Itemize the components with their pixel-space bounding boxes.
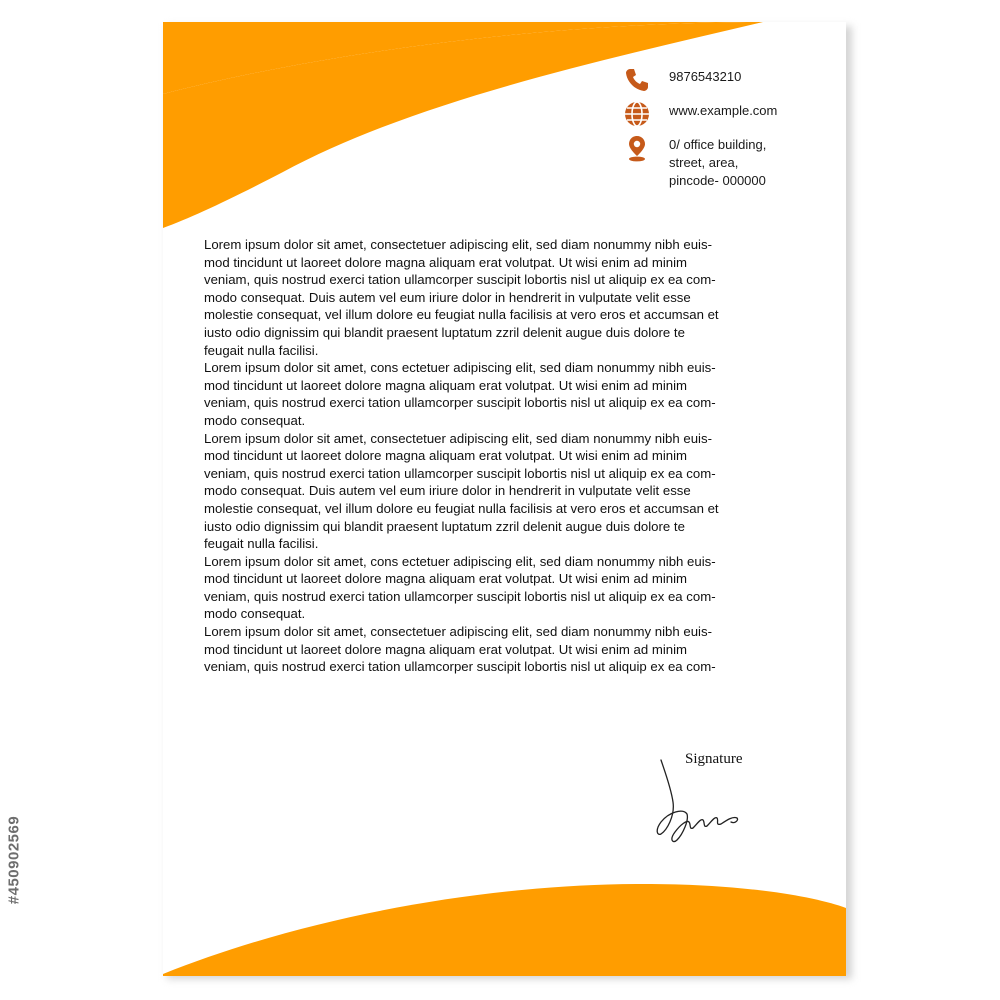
body-line: modo consequat. (204, 606, 306, 622)
body-line: feugait nulla facilisi. (204, 536, 319, 552)
contact-phone (623, 66, 846, 96)
body-line: modo consequat. Duis autem vel eum iriure dolor in hendrerit in vulputate velit esse (204, 289, 691, 305)
body-line: iusto odio dignissim qui blandit praesent luptatum zzril delenit augue duis dolore te (204, 518, 685, 534)
contact-website (623, 100, 846, 130)
body-line: iusto odio dignissim qui blandit praesent luptatum zzril delenit augue duis dolore te (204, 324, 685, 340)
body-line: veniam, quis nostrud exerci tation ullamcorper suscipit lobortis nisl ut aliquip ex ea com- (204, 588, 716, 604)
address-line: pincode- 000000 (669, 173, 766, 188)
stock-id-watermark (2, 740, 26, 980)
signature-label: Signature (685, 751, 743, 767)
body-line: Lorem ipsum dolor sit amet, consectetuer adipiscing elit, sed diam nonummy nibh euis- (204, 237, 712, 252)
body-line: Lorem ipsum dolor sit amet, cons ectetuer adipiscing elit, sed diam nonummy nibh euis- (204, 553, 716, 569)
letter-body (204, 236, 789, 676)
body-line: Lorem ipsum dolor sit amet, cons ectetuer adipiscing elit, sed diam nonummy nibh euis- (204, 360, 716, 376)
address-line: 0/ office building, (669, 137, 767, 152)
body-line: mod tincidunt ut laoreet dolore magna aliquam erat volutpat. Ut wisi enim ad minim (204, 448, 688, 464)
letterhead-page (163, 22, 846, 976)
body-line: modo consequat. Duis autem vel eum iriure dolor in hendrerit in vulputate velit esse (204, 483, 691, 499)
body-line: veniam, quis nostrud exerci tation ullamcorper suscipit lobortis nisl ut aliquip ex ea com- (204, 465, 716, 481)
body-line: Lorem ipsum dolor sit amet, consectetuer adipiscing elit, sed diam nonummy nibh euis- (204, 624, 712, 640)
location-pin-icon (623, 134, 651, 162)
stock-id-text: #450902569 (5, 815, 23, 905)
body-line: feugait nulla facilisi. (204, 342, 319, 358)
phone-number: 9876543210 (669, 69, 742, 84)
phone-icon (623, 66, 651, 94)
bottom-orange-wave (163, 866, 846, 976)
bottom-wave-shape (163, 884, 846, 976)
body-line: molestie consequat, vel illum dolore eu feugiat nulla facilisis at vero eros et accumsan et (204, 500, 719, 516)
address-text (669, 136, 839, 190)
body-line: mod tincidunt ut laoreet dolore magna aliquam erat volutpat. Ut wisi enim ad minim (204, 641, 688, 657)
globe-icon (623, 100, 651, 128)
body-line: modo consequat. (204, 412, 306, 428)
body-line: mod tincidunt ut laoreet dolore magna aliquam erat volutpat. Ut wisi enim ad minim (204, 571, 688, 587)
address-line: street, area, (669, 155, 739, 170)
website-url: www.example.com (669, 103, 778, 118)
body-line: veniam, quis nostrud exerci tation ullamcorper suscipit lobortis nisl ut aliquip ex ea com- (204, 659, 716, 675)
handwritten-signature (649, 750, 759, 850)
body-line: mod tincidunt ut laoreet dolore magna aliquam erat volutpat. Ut wisi enim ad minim (204, 254, 688, 270)
body-line: mod tincidunt ut laoreet dolore magna aliquam erat volutpat. Ut wisi enim ad minim (204, 377, 688, 393)
body-line: veniam, quis nostrud exerci tation ullamcorper suscipit lobortis nisl ut aliquip ex ea com- (204, 272, 716, 288)
body-line: molestie consequat, vel illum dolore eu feugiat nulla facilisis at vero eros et accumsan et (204, 307, 719, 323)
body-line: veniam, quis nostrud exerci tation ullamcorper suscipit lobortis nisl ut aliquip ex ea com- (204, 395, 716, 411)
body-line: Lorem ipsum dolor sit amet, consectetuer adipiscing elit, sed diam nonummy nibh euis- (204, 430, 712, 446)
contact-address (623, 134, 846, 196)
